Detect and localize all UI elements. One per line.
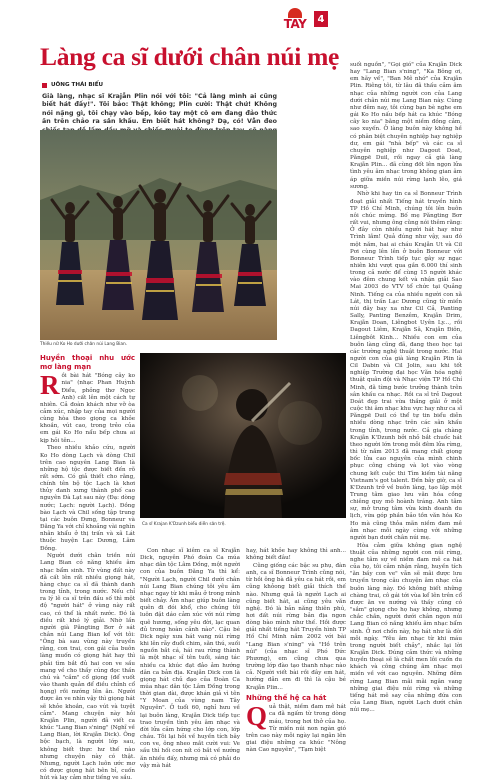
page-number: 4 (314, 11, 328, 27)
text-column-3 (246, 548, 346, 755)
masthead (280, 4, 328, 34)
paragraph: Cũng giống các bậc su phụ, đàn anh, ca sĩ Bonneur Trình cũng nói, từ hồi ông bà đã yêu ca hát rồi, em cũng khỏong biết giải thích thế nào. Nhưng quả là người Lạch ai cũng biết hát, ai cũng yêu văn nghệ. Đó là bản năng thiên phú, hơi đất núi rừng bản địa ngon dòng bào mình như thế. Hồi được giải nhất tiếng hát Truyền hình TP Hồ Chí Minh năm 2002 với bài "Lang Bian s'ning" và "Hồ trên núi" (của nhạc sĩ Phó Đức Phương), em cũng chưa qua trường lớp đào tạo thanh nhạc nào cả. Người viết bài rồi đây em hát, hướng dẫn em đi thì là cậu bé Krajẵn Plin... (246, 562, 346, 691)
paragraph-text: ồi bài hát "Bóng cây ko nia" (nhạc Phan Huỳnh Điểu, phỏng thơ Ngọc Anh) cất lên một cách tự nhiên. Cả đoàn khách như vỡ òa cảm xúc, nhập tay của mọi người cùng hòa theo giọng ca khỏe khoắn, vút cao, trong trẻo của em gái Ko Ho nẩu bếp chưa ai kịp hỏi tên... (40, 373, 135, 444)
photo-dancers (40, 130, 277, 340)
logo-text: TAY (283, 17, 307, 31)
paragraph: hay, hát khỏe hay không thì anh... không biết đâu! (246, 548, 346, 562)
paragraph: suối nguồn", "Gọi gió" của Krajẵn Dick hay "Lang Bian s'ning", "Ka Bông ơi, em hãy về", "Ban Mê nhớ" của Krajẵn Plin. Riêng tôi, từ lâu đã thấu cảm âm nhạc của những người con của Lang dưới chân núi mẹ Lang Bian này. Cùng như đêm nay, tôi cùng bạn bè nghe em gái Ko Ho nấu bếp hát ca khúc "Bóng cây ko nia" bằng một niềm đồng cảm, sao xuyến. Ở làng buôn này không hề có phân biệt chuyên nghiệp hay nghiệp dư, em gái "nhà bếp" và các ca sĩ chuyên nghiệp như Dagout Doat, Păngpē Duil, rồi ngay cả già làng Krajẵn Plin... đã cùng đốt lên ngọn lửa tình yêu âm nhạc trong không gian âm áp giữa miền núi rừng lạnh lẽo, giá sương. (350, 62, 462, 190)
byline-square-icon (42, 83, 47, 88)
text-column-2 (140, 548, 240, 770)
article-lead: Già làng, nhạc sĩ Krajẵn Plin nói với tôi: "Cả làng mình ai cũng biết hát đấy!". Tôi bảo: Thật không; Plin cười: Thật chứ! Không nói nặng gì, tôi chạy vào bếp, kéo tay một cô em đang đảo thức ăn trên chảo ra sân khấu. Em biết hát không? Dạ, có! Vẫn đeo (42, 93, 277, 126)
paragraph: Hòa cảm giữa không gian nghệ thuật của những người con núi rừng, nghe tâm sự về niềm đam mê ca hát của họ, tôi cảm nhận rằng, huyền tích "ăn bầy con ve" vẫn sẽ mãi được lưu truyền trong câu chuyện âm nhạc của buôn làng này. Đó không biết những chàng trai, cô gái tới vùa kể lên trên cổ được ăn ve nướng và thầy cúng có "sắm" giọng cho họ hay không, nhưng chắc chắn, người dưới chân ngọn núi Lang Bian có năng khiếu âm nhạc bẩm sinh. Ở nơi chốn này, họ hát như là đời mỗi ngày. "Yêu âm nhạc từ khi máu trong người biết chảy", nhắc lại lời Krajẵn Dick. Đúng cảm thức và những huyền thoại sẽ là chất men lôi cuốn du khách và công chúng âm nhạc mọi miền về với cao nguyên. Những đêm rừng Lang Bian mãi mãi ngân vang những giai điệu núi rừng và những tiếng hát mê say của những đứa con của Lang Bian, người Lạch dưới chân núi mẹ... (350, 542, 462, 714)
photo-singer (140, 353, 346, 518)
photo-caption: Thiếu nữ Ko Ho dưới chân núi Lang Bian. (40, 342, 128, 347)
newspaper-logo (280, 4, 310, 34)
text-column-4 (350, 62, 462, 715)
paragraph: Người dưới chân triền núi Lang Bian có năng khiếu âm nhạc bẩm sinh. Từ vùng đất này đã cất lên rất nhiều giọng hát, hàng chục ca sĩ đã thành danh trong tỉnh, trong nước. Nếu chỉ ra lý lẽ ca sĩ trên đầu số thì một độ "người hát" ở vùng này rất cao, có thể là nhất nước. Đó là điều rất khó lý giải. Nhờ lần người già Păngting Bơr ở sát chân núi Lang Bian kể với tôi: "Ông bà sau vùng này truyền rằng, con trai, con gái của buôn làng muốn có giọng hát hay thì phải tìm bắt đủ hai con ve sầu mang về cho thầy cúng đọc thần chú và "cắm" cổ giọng (để vuốt vào thanh quản để điều chỉnh cổ họng) rồi nướng lên ăn. Người được ăn ve nhìn vậy thì giọng hát sẽ khỏe khoắn, cao vút và tuyệt cảm". Mang chuyện này hỏi Krajẵn Plin, người đã viết ca khúc "Lang Bian s'ning" (Nghĩ về Lang Bian, lời Krajẵn Dick). Ông bộc bạch, là người lớp sau, không biết thực hư thế nào nhưng chuyện này có thật. Nhưng, người Lạch luôn ước mơ có được giọng hát bên bỉ, cuốn hút và lay cảm như tiếng ve sầu. (40, 553, 135, 782)
drop-cap: R (40, 370, 60, 401)
author-name: UÔNG THÁI BIỂU (51, 82, 104, 88)
subheading: Những thế hệ ca hát (246, 693, 327, 702)
paragraph (40, 370, 135, 445)
paragraph: Theo nhiều khảo cứu, người Ko Ho dòng Lạch và dòng Chil trên cao nguyên Lang Bian là những hộ tộc được biết đến rõ rất sớm. Có giả thiết cho rằng, chính tên bộ tộc Lạch là khơi thủy danh xưng thành phố cao nguyên Đà Lạt sau này (Đạ: dòng nước; Lạch: người Lạch). Đồng bào Lạch và Chil sống tập trung tại các buôn Đưng, Bonneur và Đăng Ya với chỉ khoảng vài nghìn nhân khẩu ở thị trấn và xã Lát thuộc huyện Lạc Dương, Lâm Đồng. (40, 445, 135, 552)
photo-dancers-illustration (40, 130, 277, 340)
photo-singer-illustration (140, 353, 346, 518)
paragraph (246, 701, 346, 754)
text-column-1 (40, 352, 135, 783)
paragraph-text: uả thật, niềm đam mê hát ca đã ngấm từ trong dòng máu, trong hơi thở của họ. Từ miền núi non ngàn gió trên cao này mỗi ngày lại ngân lên giai điệu những ca khúc "Nông nàn Cao nguyên", "Tạm biệt (246, 704, 346, 754)
subheading: Huyền thoại nhu ước mơ làng mạn (40, 354, 135, 371)
paragraph: Nhờ khi hay tin ca sĩ Bonneur Trình đoạt giải nhất Tiếng hát truyền hình TP Hồ Chí Minh, chúng tôi lên buôn nôi chúc mừng. Bố mẹ Păngting Bơr rất vui, nhưng ông cũng nói thêm rằng: Ở đây còn nhiều người hát hay như Trình lắm! Quả đúng như vậy, sau đó một năm, hai ai cháu Krajẵn Ut và Cil Pơi cùng lên lên ở buôn Bonneur với Bonneur Trình tiếp tục gây sự ngạc nhiên khi vượt qua gần 6.000 thí sinh trong cả nước để cùng 15 người khác vào đêm chung kết và nhận giải Sao Mai 2003 do VTV tổ chức tại Quảng Ninh. Tiếng ca của nhiều người con xã Lát, thị trấn Lạc Dương cũng từ miền núi đây bay xa như Cil Cả, Panting Sally, Panting Benzêm, Krajẵn Drim, Krajẵn Doan, Liêngbot Uyên Ly..., rồi Dagout Liêm, Krajẵn Sâ, Krajẵn Điôn, Liêngbôt Kinh... Nhiều con em của buôn làng cũng đã, đang theo học tại các trường nghệ thuật trong nước. Hai người con của già làng Krajẵn Plin là Cil Dabin và Cil Jolin, sau khi tốt nghiệp Trường đại học Văn hóa nghệ thuật quân đội và Nhạc viện TP Hồ Chí Minh, đã từng bước trưởng thành trên sân khấu ca nhạc. Rồi ca sĩ trẻ Dagout Doát đẹp trai vừa thắng giải ở một cuộc thi âm nhạc khu vực hay như ca sĩ Păngpē Duil có thể tự tin biểu diễn nhiều dòng nhạc trên các sân khấu trong tỉnh, trong nước. Cả gia chàng Krajẵn K'Dzunh bởi nhỏ bắt chuốc hát theo người lớn trong mỗi đêm lửa rừng, thì từ năm 2013 đã mang chất giọng bốc lửa cao nguyên của mình chinh phục công chúng và lọt vào vòng chung kết cuộc thi Tìm kiếm tài năng Vietnam's got talent. Đến bây giờ, ca sĩ K'Dzunh trở về buôn làng, tạo lập một Trung tâm giao lưu văn hóa cồng chiêng quy mô hoành tráng. Anh tâm sự, mở trung tâm vừa kinh doanh du lịch, vừa góp phần bảo tồn văn hóa Ko Ho mà cũng thỏa mãn niềm đam mê âm nhạc mỗi ngày cùng với những người bạn dưới chân núi mẹ. (350, 191, 462, 541)
author-byline (42, 82, 103, 88)
article-headline: Làng ca sĩ dưới chân núi mẹ (40, 42, 340, 71)
paragraph: Con nhạc sĩ kiêm ca sĩ Krajẵn Dick, nguyên Phó đoàn Ca múa nhạc dân tộc Lâm Đồng, một người con của buôn Đăng Ya thì kể: "Người Lạch, người Chil dưới chân núi Lang Bian chúng tôi yêu âm nhạc ngay từ khi mẫu ở trong mình biết chảy. Âm nhạc giúp buôn làng quên đi đói khổ, cho chúng tôi luôn đặt dáo cảm xúc với núi rừng quê hương, sống yêu đời, lạc quan đủ trong hoàn cảnh nào". Cậu bé Dick ngày xưa hát vang núi rừng khi lên rẫy đuổi chim, săn thú, suối nguồn bắt cá, hái rau rừng thành là một nhạc sĩ tên tuổi, sáng tác nhiều ca khúc đạt đảo ảm hướng dân ca bản địa. Krajẵn Dick con là giọng hát chủ đạo của Đoàn Ca múa nhạc dân tộc Lâm Đồng trong thời gian dài, được khán giả vì tên "Y Moan của vùng nam Tây Nguyên". Ở tuổi 60, nghỉ hưu về lại buôn làng, Krajẵn Dick tiếp tục trao truyền tình yêu âm nhạc và đời lửa cảm hứng cho lớp con, lớp cháu. Tôi lại hỏi về huyền tích bây con ve, ông nheo mắt cười vui: Ve sầu thì hối con nít có bắt về nướng ăn nhiều đấy, nhưng mà có phải do vậy mà hát (140, 548, 240, 769)
photo-caption: Ca sĩ Krajan K'Dzunh biểu diễn sân trệ. (142, 522, 226, 527)
drop-cap: Q (246, 701, 268, 732)
